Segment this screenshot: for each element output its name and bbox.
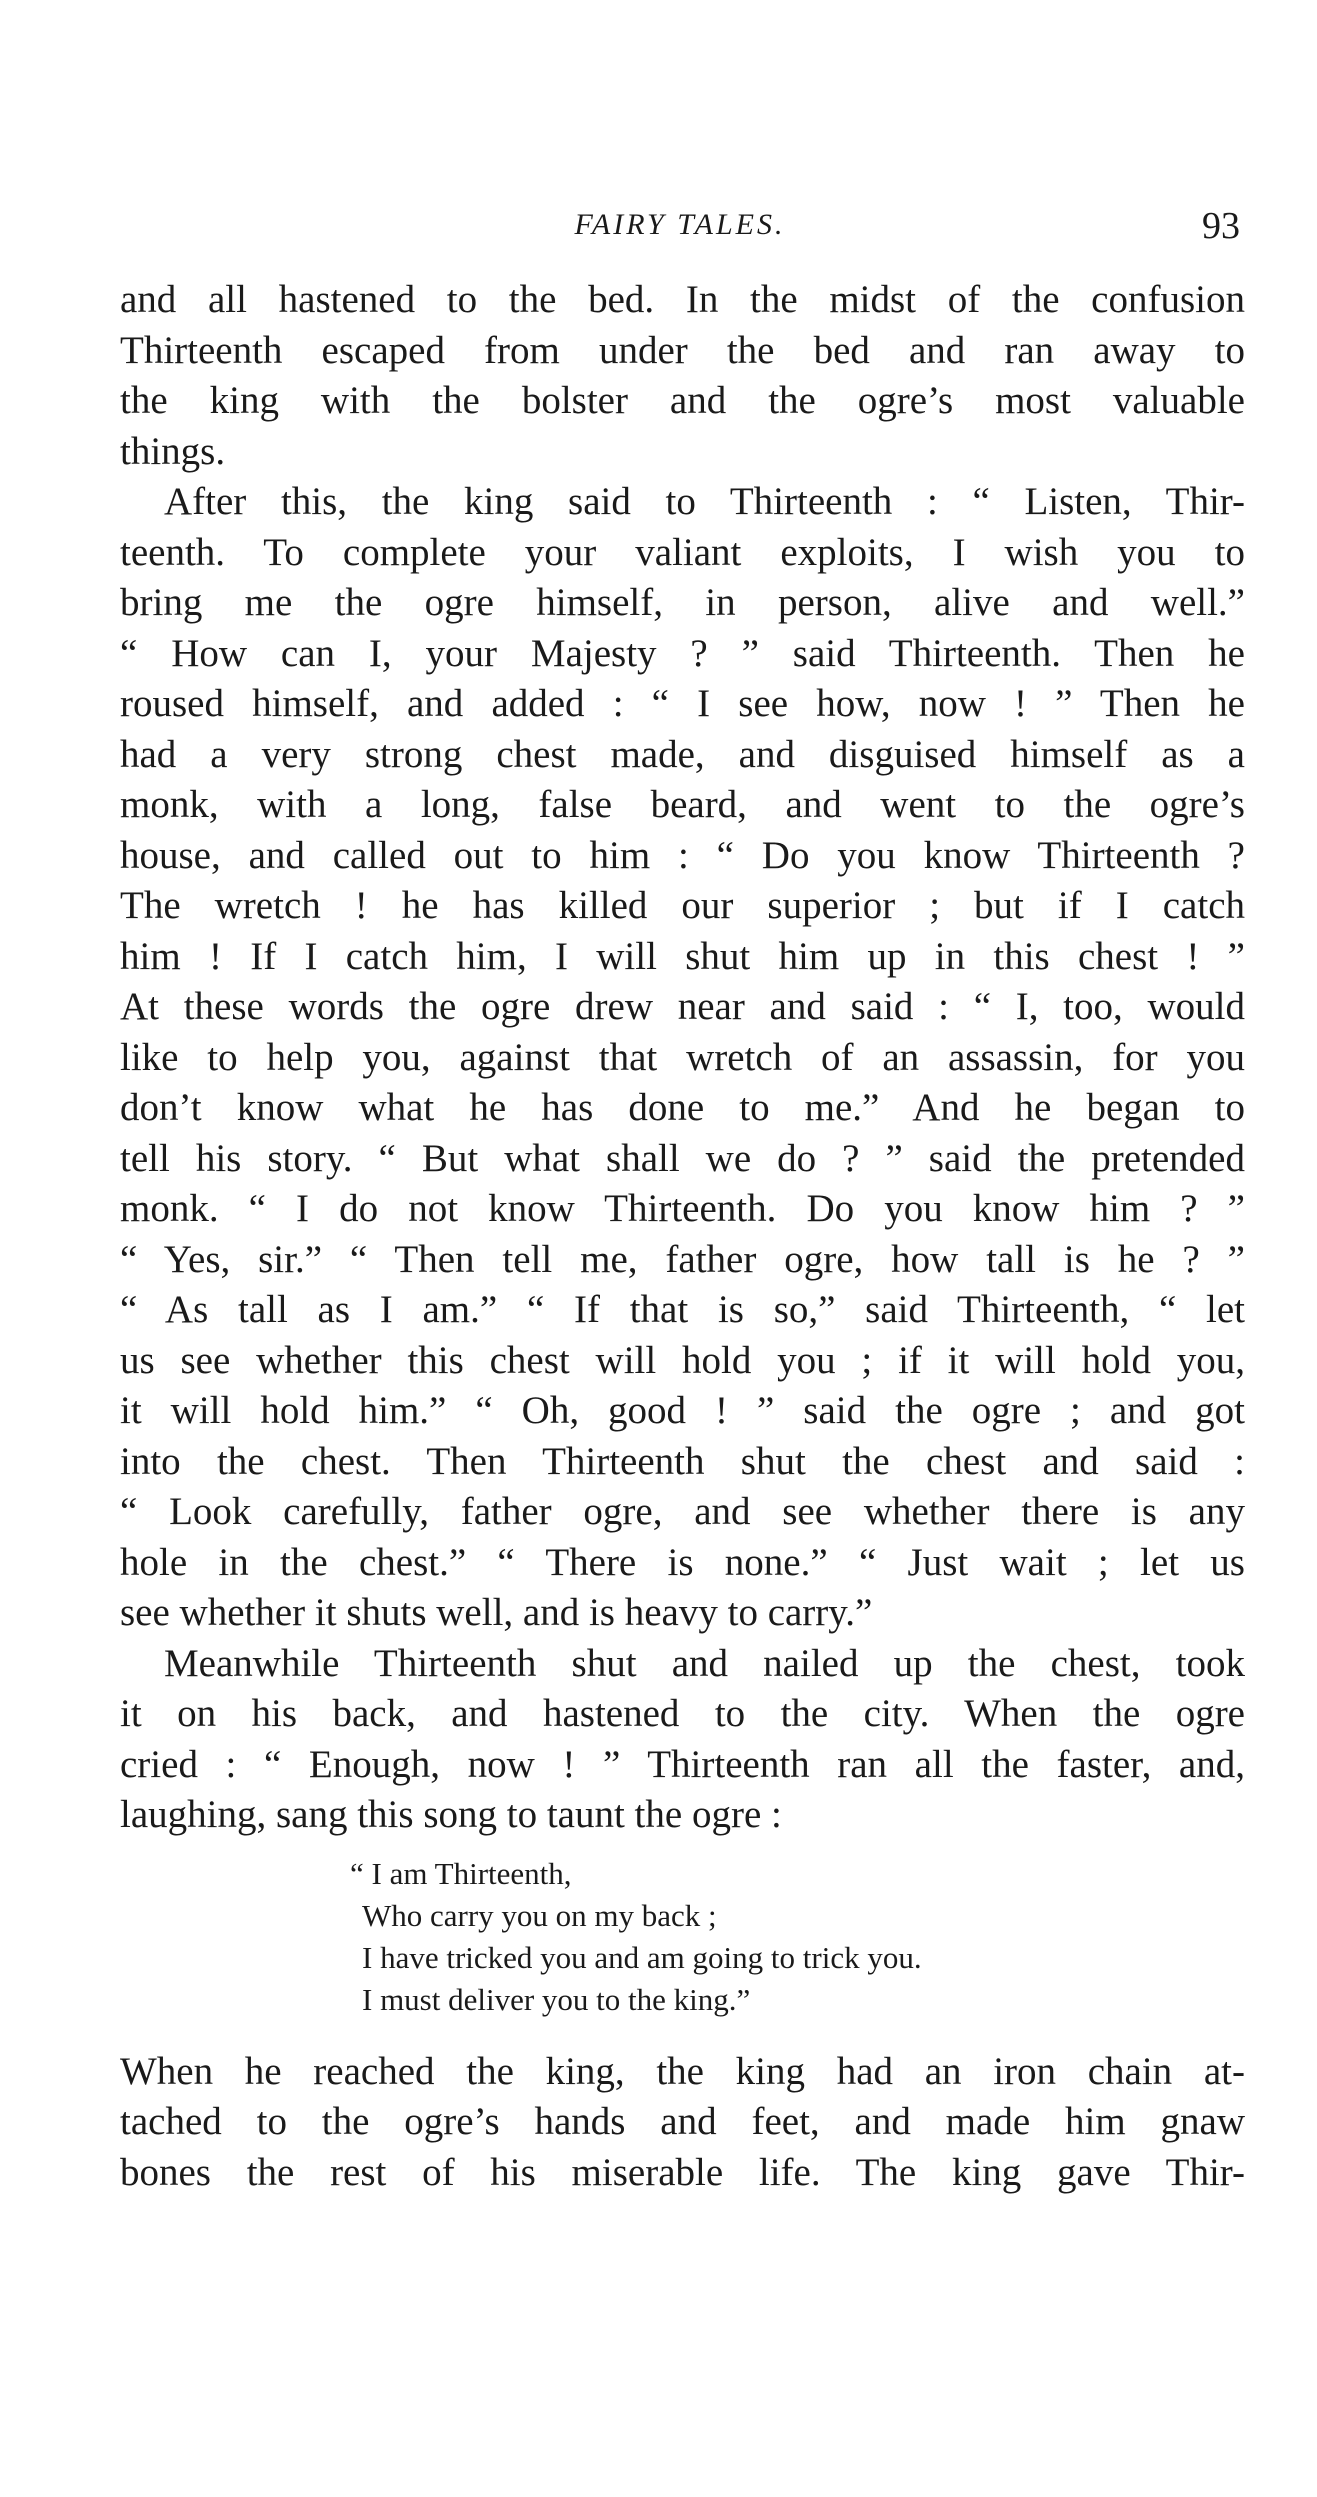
text-line: “ As tall as I am.” “ If that is so,” said Thirteenth, “ let: [120, 1288, 1245, 1331]
text-line: roused himself, and added : “ I see how, now ! ” Then he: [120, 682, 1245, 725]
paragraph-1: [120, 275, 1245, 477]
text-line: things.: [120, 429, 226, 473]
text-line: Meanwhile Thirteenth shut and nailed up the chest, took: [164, 1641, 1245, 1685]
text-line: laughing, sang this song to taunt the ogre :: [120, 1793, 782, 1836]
text-line: hole in the chest.” “ There is none.” “ Just wait ; let us: [120, 1540, 1245, 1584]
text-line: bones the rest of his miserable life. The king gave Thir-: [120, 2150, 1245, 2194]
text-line: him ! If I catch him, I will shut him up in this chest ! ”: [120, 934, 1245, 978]
text-line: had a very strong chest made, and disguised himself as a: [120, 732, 1245, 776]
text-line: bring me the ogre himself, in person, alive and well.”: [120, 581, 1245, 624]
text-line: monk. “ I do not know Thirteenth. Do you know him ? ”: [120, 1187, 1245, 1230]
text-line: the king with the bolster and the ogre’s most valuable: [120, 379, 1245, 422]
text-line: it will hold him.” “ Oh, good ! ” said the ogre ; and got: [120, 1389, 1245, 1432]
paragraph-4: [120, 2047, 1245, 2199]
verse-line: I have tricked you and am going to trick you.: [362, 1939, 922, 1975]
paragraph-3: [120, 1639, 1245, 1841]
running-head: FAIRY TALES.: [574, 208, 786, 241]
text-line: tached to the ogre’s hands and feet, and made him gnaw: [120, 2100, 1245, 2143]
verse-line: I must deliver you to the king.”: [362, 1981, 751, 2017]
text-line: cried : “ Enough, now ! ” Thirteenth ran all the faster, and,: [120, 1742, 1245, 1786]
text-line: “ How can I, your Majesty ? ” said Thirteenth. Then he: [120, 631, 1245, 675]
paragraph-2: [120, 477, 1245, 1639]
text-line: “ Yes, sir.” “ Then tell me, father ogre, how tall is he ? ”: [120, 1237, 1245, 1281]
verse-line: “ I am Thirteenth,: [350, 1855, 572, 1891]
text-line: see whether it shuts well, and is heavy to carry.”: [120, 1591, 873, 1634]
text-line: Thirteenth escaped from under the bed and ran away to: [120, 328, 1245, 372]
text-line: into the chest. Then Thirteenth shut the chest and said :: [120, 1439, 1245, 1483]
text-line: The wretch ! he has killed our superior ; but if I catch: [120, 884, 1245, 927]
text-line: don’t know what he has done to me.” And he began to: [120, 1086, 1245, 1129]
text-line: monk, with a long, false beard, and went to the ogre’s: [120, 783, 1245, 826]
text-line: tell his story. “ But what shall we do ? ” said the pretended: [120, 1136, 1245, 1180]
text-line: it on his back, and hastened to the city. When the ogre: [120, 1692, 1245, 1735]
page-number: 93: [1202, 205, 1240, 247]
verse-line: Who carry you on my back ;: [362, 1897, 717, 1933]
text-line: and all hastened to the bed. In the midst of the confusion: [120, 278, 1245, 321]
text-line: like to help you, against that wretch of an assassin, for you: [120, 1035, 1245, 1079]
text-line: At these words the ogre drew near and said : “ I, too, would: [120, 985, 1245, 1028]
text-line: us see whether this chest will hold you ; if it will hold you,: [120, 1338, 1245, 1382]
text-line: teenth. To complete your valiant exploits, I wish you to: [120, 530, 1245, 574]
page-header: [120, 200, 1240, 260]
text-line: When he reached the king, the king had an iron chain at-: [120, 2049, 1245, 2093]
text-line: After this, the king said to Thirteenth : “ Listen, Thir-: [164, 480, 1245, 523]
text-line: “ Look carefully, father ogre, and see whether there is any: [120, 1490, 1245, 1533]
song-verse: [120, 1853, 1245, 2021]
body-text: [120, 275, 1245, 2198]
text-line: house, and called out to him : “ Do you know Thirteenth ?: [120, 833, 1245, 877]
